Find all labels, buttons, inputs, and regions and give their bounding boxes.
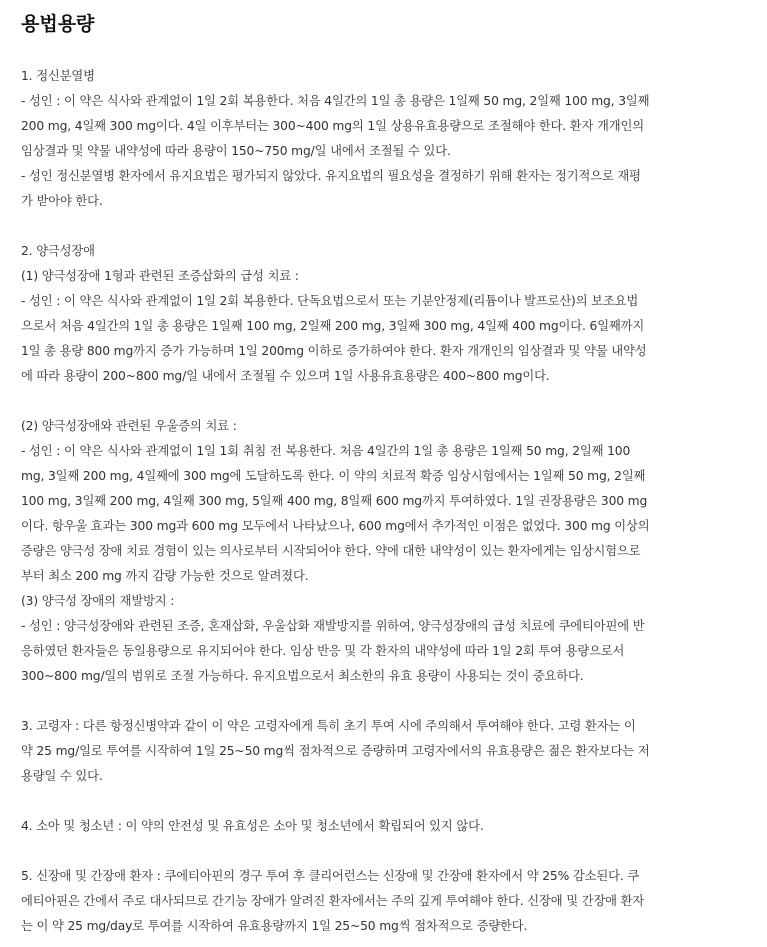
text-line: mg, 3일째 200 mg, 4일째에 300 mg에 도달하도록 한다. 이 약의 치료적 확증 임상시험에서는 1일째 50 mg, 2일째 bbox=[21, 469, 646, 483]
text-line: 1. 정신분열병 bbox=[21, 69, 95, 83]
text-line: 4. 소아 및 청소년 : 이 약의 안전성 및 유효성은 소아 및 청소년에서 확립되어 있지 않다. bbox=[21, 819, 484, 833]
section-gap bbox=[21, 389, 743, 414]
text-line: - 성인 정신분열병 환자에서 유지요법은 평가되지 않았다. 유지요법의 필요성을 결정하기 위해 환자는 정기적으로 재평 bbox=[21, 169, 641, 183]
section-gap bbox=[21, 214, 743, 239]
text-line: - 성인 : 이 약은 식사와 관계없이 1일 2회 복용한다. 처음 4일간의 1일 총 용량은 1일째 50 mg, 2일째 100 mg, 3일째 bbox=[21, 94, 650, 108]
text-line: 증량은 양극성 장애 치료 경험이 있는 의사로부터 시작되어야 한다. 약에 대한 내약성이 있는 환자에게는 임상시험으로 bbox=[21, 544, 641, 558]
dosage-section bbox=[21, 814, 743, 839]
section-gap bbox=[21, 689, 743, 714]
text-line: (3) 양극성 장애의 재발방지 : bbox=[21, 594, 175, 608]
text-line: 가 받아야 한다. bbox=[21, 194, 103, 208]
text-line: - 성인 : 양극성장애와 관련된 조증, 혼재삽화, 우울삽화 재발방지를 위하여, 양극성장애의 급성 치료에 쿠에티아핀에 반 bbox=[21, 619, 645, 633]
text-line: 200 mg, 4일째 300 mg이다. 4일 이후부터는 300~400 mg의 1일 상용유효용량으로 조절해야 한다. 환자 개개인의 bbox=[21, 119, 644, 133]
text-line: 에티아핀은 간에서 주로 대사되므로 간기능 장애가 알려진 환자에서는 주의 깊게 투여해야 한다. 신장애 및 간장애 환자 bbox=[21, 894, 645, 908]
text-line: 100 mg, 3일째 200 mg, 4일째 300 mg, 5일째 400 mg, 8일째 600 mg까지 투여하였다. 1일 권장용량은 300 mg bbox=[21, 494, 648, 508]
text-line: 임상결과 및 약물 내약성에 따라 용량이 150~750 mg/일 내에서 조절될 수 있다. bbox=[21, 144, 451, 158]
section-gap bbox=[21, 839, 743, 864]
text-line: 부터 최소 200 mg 까지 감량 가능한 것으로 알려졌다. bbox=[21, 569, 309, 583]
text-line: 용량일 수 있다. bbox=[21, 769, 103, 783]
dosage-section bbox=[21, 714, 743, 789]
text-line: 300~800 mg/일의 범위로 조절 가능하다. 유지요법으로서 최소한의 유효 용량이 사용되는 것이 중요하다. bbox=[21, 669, 584, 683]
text-line: 에 따라 용량이 200~800 mg/일 내에서 조절될 수 있으며 1일 사용유효용량은 400~800 mg이다. bbox=[21, 369, 550, 383]
dosage-section bbox=[21, 64, 743, 214]
page-title: 용법용량 bbox=[21, 13, 95, 35]
dosage-section bbox=[21, 414, 743, 689]
text-line: - 성인 : 이 약은 식사와 관계없이 1일 1회 취침 전 복용한다. 처음 4일간의 1일 총 용량은 1일째 50 mg, 2일째 100 bbox=[21, 444, 631, 458]
text-line: (2) 양극성장애와 관련된 우울증의 치료 : bbox=[21, 419, 237, 433]
dosage-section bbox=[21, 239, 743, 389]
text-line: - 성인 : 이 약은 식사와 관계없이 1일 2회 복용한다. 단독요법으로서 또는 기분안정제(리튬이나 발프로산)의 보조요법 bbox=[21, 294, 639, 308]
text-line: 3. 고령자 : 다른 항정신병약과 같이 이 약은 고령자에게 특히 초기 투여 시에 주의해서 투여해야 한다. 고령 환자는 이 bbox=[21, 719, 636, 733]
text-line: 응하였던 환자들은 동일용량으로 유지되어야 한다. 임상 반응 및 각 환자의 내약성에 따라 1일 2회 투여 용량으로서 bbox=[21, 644, 625, 658]
text-line: 1일 총 용량 800 mg까지 증가 가능하며 1일 200mg 이하로 증가하여야 한다. 환자 개개인의 임상결과 및 약물 내약성 bbox=[21, 344, 647, 358]
dosage-content bbox=[21, 64, 743, 939]
text-line: 으로서 처음 4일간의 1일 총 용량은 1일째 100 mg, 2일째 200 mg, 3일째 300 mg, 4일째 400 mg이다. 6일째까지 bbox=[21, 319, 645, 333]
text-line: 약 25 mg/일로 투여를 시작하여 1일 25~50 mg씩 점차적으로 증량하며 고령자에서의 유효용량은 젊은 환자보다는 저 bbox=[21, 744, 650, 758]
text-line: (1) 양극성장애 1형과 관련된 조증삽화의 급성 치료 : bbox=[21, 269, 299, 283]
text-line: 5. 신장애 및 간장애 환자 : 쿠에티아핀의 경구 투여 후 클리어런스는 신장애 및 간장애 환자에서 약 25% 감소된다. 쿠 bbox=[21, 869, 640, 883]
section-gap bbox=[21, 789, 743, 814]
text-line: 2. 양극성장애 bbox=[21, 244, 95, 258]
text-line: 는 이 약 25 mg/day로 투여를 시작하여 유효용량까지 1일 25~50 mg씩 점차적으로 증량한다. bbox=[21, 919, 528, 933]
text-line: 이다. 항우울 효과는 300 mg과 600 mg 모두에서 나타났으나, 600 mg에서 추가적인 이점은 없었다. 300 mg 이상의 bbox=[21, 519, 650, 533]
dosage-section bbox=[21, 864, 743, 939]
